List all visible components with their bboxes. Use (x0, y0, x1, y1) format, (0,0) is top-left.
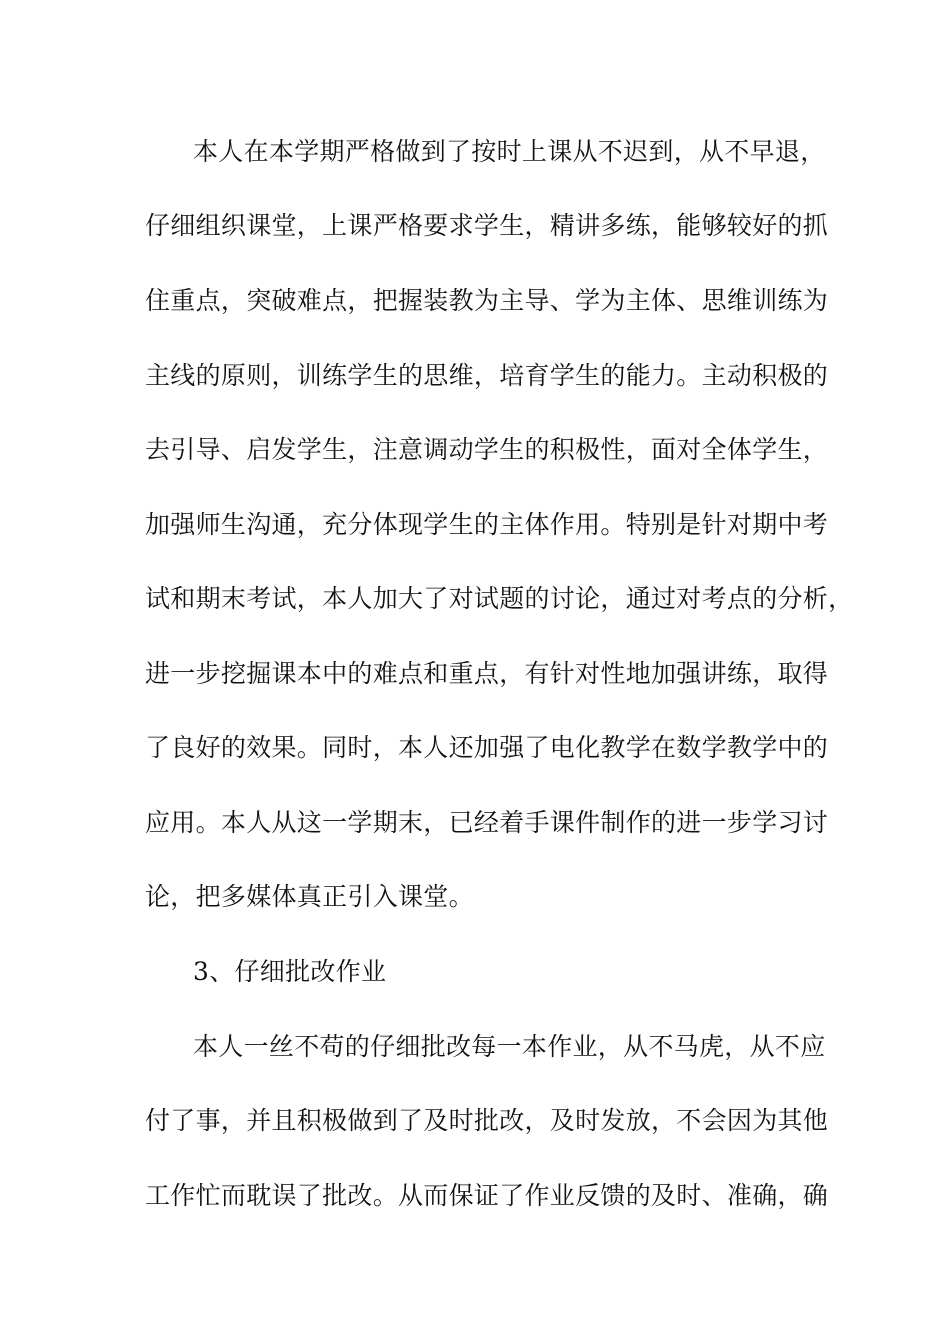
paragraph-1-line-11: 论，把多媒体真正引入课堂。 (145, 882, 474, 911)
paragraph-1-line-3: 住重点，突破难点，把握装教为主导、学为主体、思维训练为 (145, 286, 829, 315)
paragraph-1-line-5: 去引导、启发学生，注意调动学生的积极性，面对全体学生， (145, 435, 829, 464)
paragraph-1-line-1: 本人在本学期严格做到了按时上课从不迟到，从不早退， (193, 137, 826, 166)
paragraph-1-line-8: 进一步挖掘课本中的难点和重点，有针对性地加强讲练，取得 (145, 659, 829, 688)
paragraph-1-line-7: 试和期末考试，本人加大了对试题的讨论，通过对考点的分析， (145, 584, 854, 613)
paragraph-3-line-3: 工作忙而耽误了批改。从而保证了作业反馈的及时、准确，确 (145, 1181, 829, 1210)
paragraph-1-line-2: 仔细组织课堂，上课严格要求学生，精讲多练，能够较好的抓 (145, 211, 829, 240)
paragraph-3-line-2: 付了事，并且积极做到了及时批改，及时发放，不会因为其他 (145, 1106, 829, 1135)
paragraph-3-line-1: 本人一丝不苟的仔细批改每一本作业，从不马虎，从不应 (193, 1032, 826, 1061)
paragraph-1-line-10: 应用。本人从这一学期末，已经着手课件制作的进一步学习讨 (145, 808, 829, 837)
paragraph-1-line-9: 了良好的效果。同时，本人还加强了电化教学在数学教学中的 (145, 733, 829, 762)
paragraph-1-line-6: 加强师生沟通，充分体现学生的主体作用。特别是针对期中考 (145, 510, 829, 539)
section-heading: 3、仔细批改作业 (193, 957, 387, 986)
paragraph-1-line-4: 主线的原则，训练学生的思维，培育学生的能力。主动积极的 (145, 361, 829, 390)
